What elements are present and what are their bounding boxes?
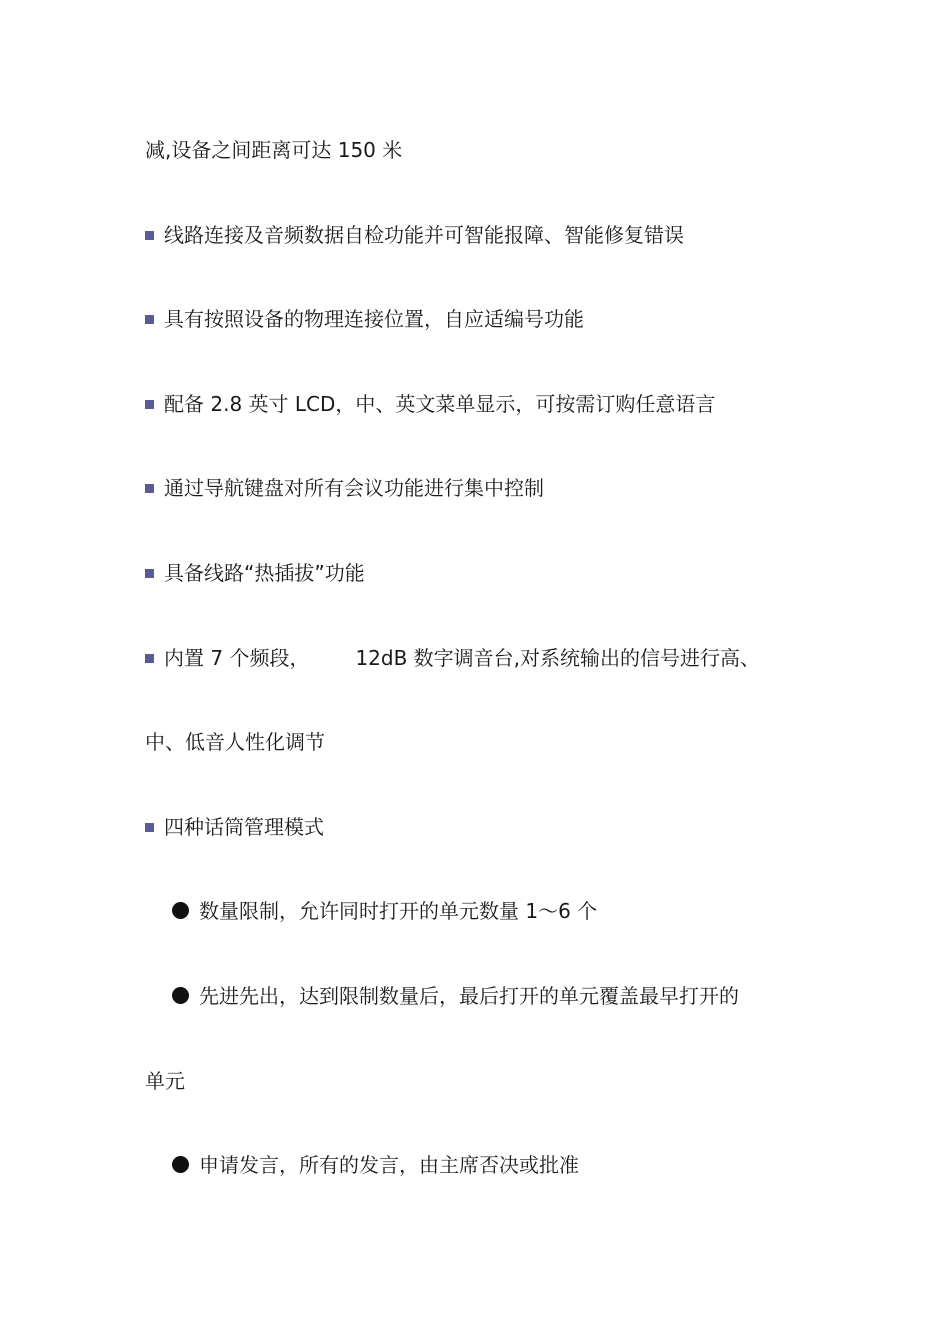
sub-list-item: [172, 982, 739, 1010]
list-item: [145, 390, 715, 418]
list-item-text: 具有按照设备的物理连接位置，自应适编号功能: [164, 307, 584, 331]
list-item-text: 通过导航键盘对所有会议功能进行集中控制: [164, 476, 544, 500]
sub-list-item-text: 数量限制，允许同时打开的单元数量 1～6 个: [199, 899, 598, 923]
list-item-text: 线路连接及音频数据自检功能并可智能报障、智能修复错误: [164, 223, 684, 247]
list-item-text: 12dB 数字调音台,对系统输出的信号进行高、: [355, 646, 761, 670]
list-item-text: 配备 2.8 英寸 LCD，中、英文菜单显示，可按需订购任意语言: [164, 392, 716, 416]
square-bullet-icon: [145, 654, 154, 663]
paragraph-text: 中、低音人性化调节: [145, 730, 325, 754]
list-item: [145, 644, 760, 672]
sub-list-item: [172, 1151, 579, 1179]
square-bullet-icon: [145, 400, 154, 409]
paragraph-continuation: [145, 1067, 185, 1095]
list-item: [145, 559, 365, 587]
sub-list-item-text: 先进先出，达到限制数量后，最后打开的单元覆盖最早打开的: [199, 984, 739, 1008]
list-item: [145, 474, 544, 502]
list-item-text: 四种话筒管理模式: [164, 815, 324, 839]
paragraph-continuation: [145, 136, 402, 164]
square-bullet-icon: [145, 315, 154, 324]
square-bullet-icon: [145, 823, 154, 832]
square-bullet-icon: [145, 569, 154, 578]
round-bullet-icon: [172, 902, 189, 919]
round-bullet-icon: [172, 987, 189, 1004]
round-bullet-icon: [172, 1156, 189, 1173]
list-item: [145, 305, 584, 333]
paragraph-text: 单元: [145, 1069, 185, 1093]
sub-list-item: [172, 897, 597, 925]
square-bullet-icon: [145, 484, 154, 493]
list-item: [145, 813, 324, 841]
list-item: [145, 221, 684, 249]
paragraph-continuation: [145, 728, 325, 756]
list-item-text: 内置 7 个频段，: [164, 646, 310, 670]
list-item-text: 具备线路“热插拔”功能: [164, 561, 365, 585]
square-bullet-icon: [145, 231, 154, 240]
paragraph-text: 减,设备之间距离可达 150 米: [145, 138, 403, 162]
sub-list-item-text: 申请发言，所有的发言，由主席否决或批准: [199, 1153, 579, 1177]
